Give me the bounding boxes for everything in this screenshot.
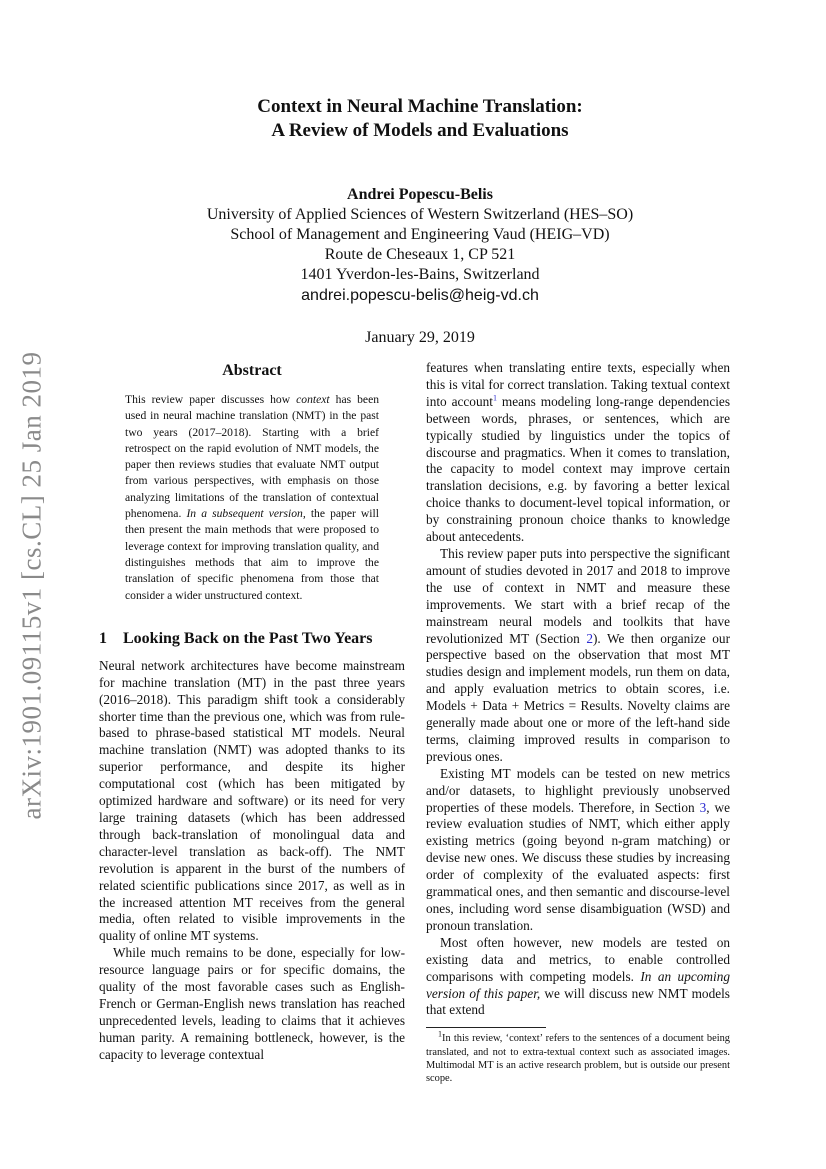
title-line-1: Context in Neural Machine Translation: — [257, 96, 583, 117]
affiliation-line-1: University of Applied Sciences of Western Switzerland (HES–SO) — [206, 206, 634, 223]
footnote-reference[interactable]: 1 — [492, 393, 497, 403]
section-1-heading — [99, 630, 405, 648]
section-2-link[interactable]: 2 — [586, 630, 593, 646]
paragraph-text: means modeling long-range dependencies between words, phrases, or sentences, which are typically studied by linguistics under the topics of discourse and pragmatics. When it comes to translation, the capacity to model context may improve certain translation decisions, e.g. by favoring a better lexical choice thanks to document-level topical information, or by constraining pronoun choice thanks to knowledge about antecedents. — [426, 393, 730, 545]
footnote-text: In this review, ‘context’ refers to the sentences of a document being translated, and not to extra-textual context such as associated images. Multimodal MT is an active research problem, but is outside our present scope. — [426, 1033, 730, 1084]
paragraph-text: ). We then organize our perspective based on the observation that most MT studies design and implement models, run them on data, and apply evaluation metrics to obtain scores, i.e. Models + Data + Metrics = Results. Novelty claims are generally made about one or more of the left-hand side terms, claiming improved results in comparison to previous ones. — [426, 630, 730, 764]
paper-title — [100, 95, 740, 143]
section-title: Looking Back on the Past Two Years — [123, 629, 373, 647]
footnote — [426, 1029, 730, 1085]
abstract-emphasis: In a subsequent version, — [186, 507, 306, 521]
abstract-text-part: has been used in neural machine translation (NMT) in the past two years (2017–2018). Starting with a brief retrospect on the rapid evolution of NMT models, the paper then reviews studies that evaluate NMT output from various perspectives, with emphasis on those analyzing limitations of the translation of contextual phenomena. — [125, 393, 380, 521]
paragraph-text: we will discuss new NMT models that extend — [426, 985, 730, 1018]
abstract — [99, 362, 405, 604]
paragraph-text: features when translating entire texts, especially when this is vital for correct translation. Taking textual context into account — [426, 360, 730, 409]
footnote-divider — [426, 1027, 546, 1028]
section-3-link[interactable]: 3 — [699, 799, 707, 815]
paper-date: January 29, 2019 — [365, 329, 475, 346]
paragraph-text: Most often however, new models are tested on existing data and metrics, to enable controlled comparisons with competing models. — [426, 934, 730, 984]
arxiv-identifier — [12, 340, 52, 830]
abstract-text — [125, 392, 379, 604]
right-paragraph-4 — [426, 935, 730, 1020]
author-email[interactable]: andrei.popescu-belis@heig-vd.ch — [301, 287, 539, 304]
section-number: 1 — [99, 629, 107, 647]
author-name: Andrei Popescu-Belis — [347, 186, 493, 203]
arxiv-id-text: arXiv:1901.09115v1 [cs.CL] 25 Jan 2019 — [16, 351, 47, 819]
right-column — [426, 360, 730, 1085]
paragraph-text: This review paper puts into perspective the significant amount of studies devoted in 2017 and 2018 to improve the use of context in NMT and measure these improvements. We start with a brief recap of the mainstream neural models and toolkits that have revolutionized MT (Section — [426, 545, 730, 646]
right-paragraph-1 — [426, 360, 730, 546]
title-line-2: A Review of Models and Evaluations — [271, 120, 569, 141]
right-paragraph-2 — [426, 546, 730, 766]
right-paragraph-3 — [426, 766, 730, 935]
abstract-heading: Abstract — [222, 362, 282, 379]
abstract-emphasis: context — [296, 393, 330, 406]
paragraph-text: , we review evaluation studies of NMT, which either apply existing metrics (going beyond n-gram matching) or devise new ones. We discuss these studies by increasing order of complexity of the evaluated aspects: first grammatical ones, and then semantic and discourse-level ones, including word sense disambiguation (WSD) and pronoun translation. — [426, 799, 730, 933]
paper-header — [100, 95, 740, 348]
paragraph-emphasis: In an upcoming version of this paper, — [426, 968, 730, 1001]
section-1-paragraph-2: While much remains to be done, especially for low-resource language pairs or for specific domains, the quality of the most favorable cases such as English-French or German-English news translation has reached unprecedented levels, leading to claims that it achieves human parity. A remaining bottleneck, however, is the capacity to leverage contextual — [99, 945, 405, 1062]
affiliation-line-2: School of Management and Engineering Vaud (HEIG–VD) — [230, 226, 610, 243]
affiliation-line-4: 1401 Yverdon-les-Bains, Switzerland — [300, 266, 540, 283]
abstract-text-part: This review paper discusses how — [125, 393, 297, 406]
section-1-paragraph-1: Neural network architectures have become mainstream for machine translation (MT) in the past three years (2016–2018). This paradigm shift took a considerably shorter time than the previous one, which was from rule-based to phrase-based statistical MT models. Neural machine translation (NMT) was adopted thanks to its superior performance, and despite its higher computational cost (which has been mitigated by optimized hardware and software) or its need for very large training datasets (which has been addressed through back-translation of monolingual data and character-level translation as back-off). The NMT revolution is apparent in the burst of the numbers of related scientific publications since 2017, as well as in the increased attention MT receives from the general media, often related to visible improvements in the quality of online MT systems. — [99, 657, 405, 944]
left-column — [99, 362, 405, 1064]
affiliation-line-3: Route de Cheseaux 1, CP 521 — [324, 246, 516, 263]
paragraph-text: Existing MT models can be tested on new metrics and/or datasets, to highlight previously unobserved properties of these models. Therefore, in Section — [426, 765, 730, 815]
footnote-mark: 1 — [438, 1029, 442, 1039]
abstract-text-part: the paper will then present the main methods that were proposed to leverage context for improving translation quality, and distinguishes methods that aim to improve the translation of specific phenomena from those that consider a wider unstructured context. — [125, 507, 379, 602]
